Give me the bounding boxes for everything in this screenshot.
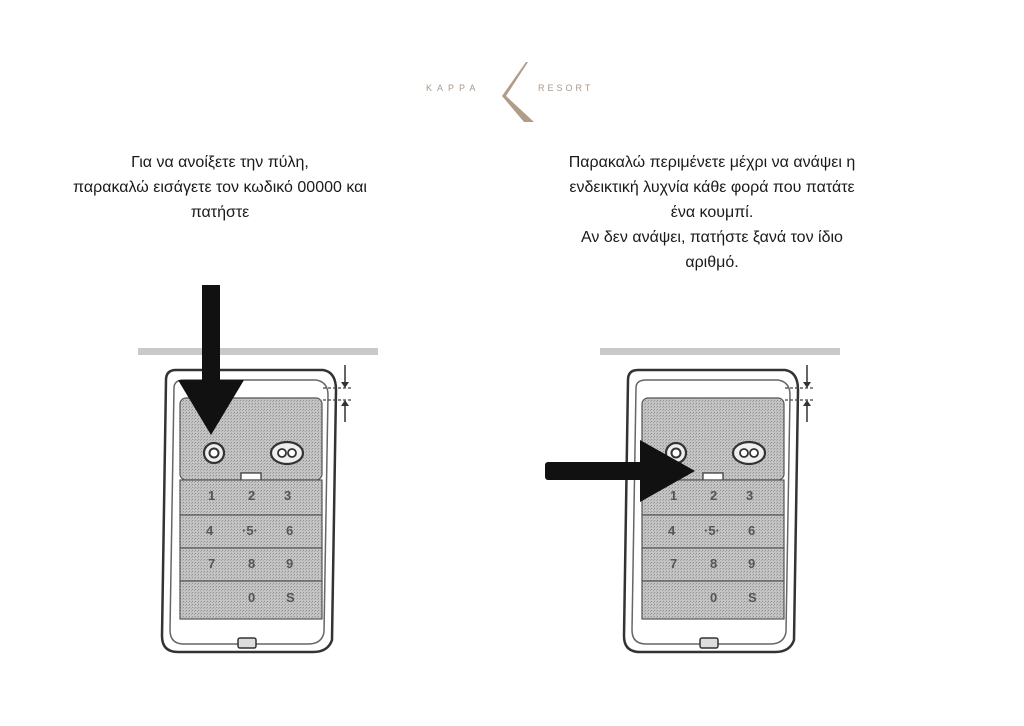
bottom-screw [238,638,256,648]
key-8: 8 [710,556,718,571]
instruction-right-line-5: αριθμό. [685,254,739,271]
key-7: 7 [208,556,216,571]
key-s: S [748,590,757,605]
instruction-right-line-2: ενδεικτική λυχνία κάθε φορά που πατάτε [569,179,855,196]
right-arrow-icon [545,440,695,502]
key-9: 9 [748,556,756,571]
down-arrow-icon [178,285,244,435]
key-2: 2 [710,488,718,503]
key-3: 3 [284,488,292,503]
key-0: 0 [710,590,718,605]
instruction-left-line-2: παρακαλώ εισάγετε τον κωδικό 00000 και [73,179,367,196]
key-9: 9 [286,556,294,571]
key-1: 1 [670,488,678,503]
instruction-right-line-4: Αν δεν ανάψει, πατήστε ξανά τον ίδιο [581,229,843,246]
instruction-left-line-1: Για να ανοίξετε την πύλη, [131,154,309,171]
bottom-screw [700,638,718,648]
instruction-left-line-3: πατήστε [190,204,250,221]
logo-right-text: RESORT [538,83,594,93]
ceiling-bar [600,348,840,355]
key-s: S [286,590,295,605]
key-6: 6 [286,523,294,538]
key-1: 1 [208,488,216,503]
key-5: ·5· [704,523,720,538]
key-5: ·5· [242,523,258,538]
key-4: 4 [668,523,676,538]
ceiling-bar [138,348,378,355]
kappa-resort-logo [400,55,624,125]
instruction-right-line-1: Παρακαλώ περιμένετε μέχρι να ανάψει η [568,154,856,171]
key-3: 3 [746,488,754,503]
logo-k-mark-icon [500,60,540,122]
key-7: 7 [670,556,678,571]
keypad-illustration-left [138,340,378,660]
instruction-left [20,150,420,225]
instruction-right [512,150,912,275]
gate-button-infinity [733,442,765,464]
key-4: 4 [206,523,214,538]
key-0: 0 [248,590,256,605]
gate-button-infinity [271,442,303,464]
logo-left-text: KAPPA [426,83,481,93]
instruction-right-line-3: ένα κουμπί. [670,204,754,221]
key-6: 6 [748,523,756,538]
key-8: 8 [248,556,256,571]
key-2: 2 [248,488,256,503]
